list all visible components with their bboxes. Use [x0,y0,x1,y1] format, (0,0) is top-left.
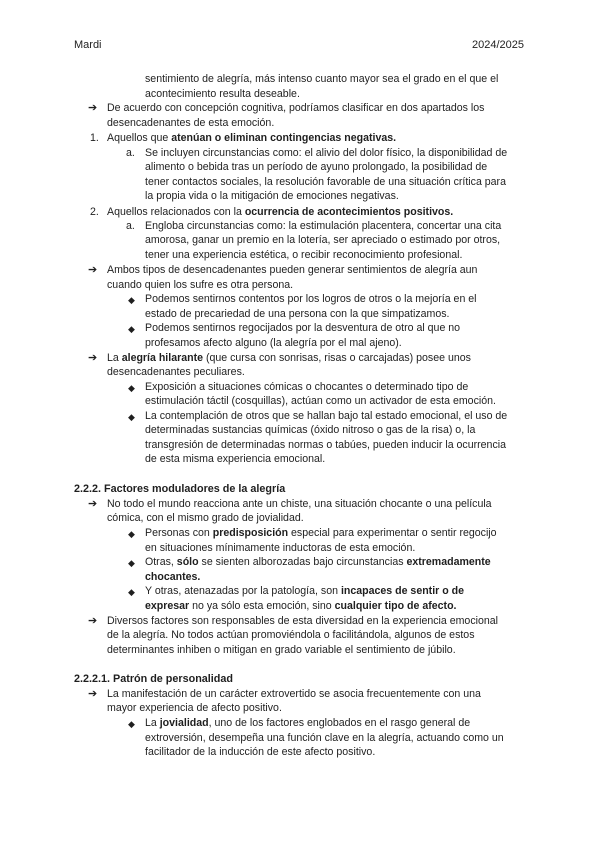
list-item-text: Aquellos que atenúan o eliminan contingencias negativas. [107,132,397,144]
text-line: desencadenantes peculiares. [107,366,245,378]
text-line: estimulación táctil (cosquillas), actúan como un activador de esta emoción. [145,395,496,407]
text-line: tener contactos sociales, la resolución favorable de una situación crítica para [145,176,506,188]
diamond-bullet-icon: ◆ [128,295,135,305]
section-heading: 2.2.2.1. Patrón de personalidad [74,673,234,685]
list-letter: a. [126,220,135,232]
text-line: Personas con predisposición especial para experimentar o sentir regocijo [145,527,497,539]
text-line: Diversos factores son responsables de esta diversidad en la experiencia emocional [107,615,499,627]
diamond-bullet-icon: ◆ [128,324,135,334]
text-line: desencadenantes de esta emoción. [107,117,275,129]
arrow-bullet-icon: ➔ [88,498,98,510]
text-line: sentimiento de alegría, más intenso cuanto mayor sea el grado en el que el [145,73,499,85]
diamond-bullet-icon: ◆ [128,412,135,422]
arrow-bullet-icon: ➔ [88,264,98,276]
text-line: amorosa, ganar un premio en la lotería, ser apreciado o estimado por otros, [145,234,501,246]
header-right: 2024/2025 [472,39,524,51]
text-line: expresar no ya sólo esta emoción, sino cualquier tipo de afecto. [145,600,457,612]
text-line: facilitador de la inducción de este afecto positivo. [145,746,376,758]
text-line: La jovialidad, uno de los factores englobados en el rasgo general de [145,717,471,729]
diamond-bullet-icon: ◆ [128,383,135,393]
diamond-bullet-icon: ◆ [128,529,135,539]
text-line: Se incluyen circunstancias como: el alivio del dolor físico, la disponibilidad de [145,147,508,159]
text-line: determinantes inhiben o mitigan en grado variable el sentimiento de júbilo. [107,644,456,656]
text-line: La manifestación de un carácter extrovertido se asocia frecuentemente con una [107,688,481,700]
diamond-bullet-icon: ◆ [128,558,135,568]
text-line: la propia vida o la mitigación de emociones negativas. [145,190,399,202]
text-line: alimento o bebida tras un período de ayuno prolongado, la posibilidad de [145,161,488,173]
arrow-bullet-icon: ➔ [88,102,98,114]
header-left: Mardi [74,39,102,51]
diamond-bullet-icon: ◆ [128,587,135,597]
list-number: 2. [90,206,99,218]
text-line: De acuerdo con concepción cognitiva, podríamos clasificar en dos apartados los [107,102,485,114]
text-line: Podemos sentirnos regocijados por la desventura de otro al que no [145,322,461,334]
text-line: chocantes. [145,571,201,583]
text-line: acontecimiento resulta deseable. [145,88,300,100]
text-line: en situaciones mínimamente inductoras de esta emoción. [145,542,416,554]
text-line: transgresión de determinadas normas o tabúes, pueden inducir la ocurrencia [145,439,506,451]
text-line: de la alegría. No todos actúan promoviéndola o facilitándola, algunos de estos [107,629,475,641]
list-number: 1. [90,132,99,144]
text-line: Y otras, atenazadas por la patología, son incapaces de sentir o de [145,585,464,597]
text-line: determinadas sustancias químicas (óxido nitroso o gas de la risa) o, la [145,424,476,436]
text-line: mayor experiencia de afecto positivo. [107,702,282,714]
text-line: Exposición a situaciones cómicas o chocantes o determinado tipo de [145,381,469,393]
text-line: extroversión, desempeña una función clave en la alegría, actuando como un [145,732,504,744]
text-line: estado de precariedad de una persona con la que simpatizamos. [145,308,450,320]
arrow-bullet-icon: ➔ [88,352,98,364]
text-line: La alegría hilarante (que cursa con sonrisas, risas o carcajadas) posee unos [107,352,471,364]
text-line: La contemplación de otros que se hallan bajo tal estado emocional, el uso de [145,410,508,422]
text-line: profesamos afecto alguno (la alegría por el mal ajeno). [145,337,402,349]
text-line: cómica, con el mismo grado de jovialidad. [107,512,304,524]
text-line: Ambos tipos de desencadenantes pueden generar sentimientos de alegría aun [107,264,478,276]
text-line: Otras, sólo se sienten alborozadas bajo circunstancias extremadamente [145,556,491,568]
text-line: tener una experiencia estética, o recibir reconocimiento profesional. [145,249,463,261]
section-heading: 2.2.2. Factores moduladores de la alegría [74,483,286,495]
text-line: Podemos sentirnos contentos por los logros de otros o la mejoría en el [145,293,477,305]
list-letter: a. [126,147,135,159]
text-line: No todo el mundo reacciona ante un chiste, una situación chocante o una película [107,498,492,510]
list-item-text: Aquellos relacionados con la ocurrencia de acontecimientos positivos. [107,206,454,218]
arrow-bullet-icon: ➔ [88,615,98,627]
text-line: de esta misma experiencia emocional. [145,453,326,465]
diamond-bullet-icon: ◆ [128,719,135,729]
text-line: cuando quien los sufre es otra persona. [107,279,294,291]
text-line: Engloba circunstancias como: la estimulación placentera, concertar una cita [145,220,502,232]
arrow-bullet-icon: ➔ [88,688,98,700]
